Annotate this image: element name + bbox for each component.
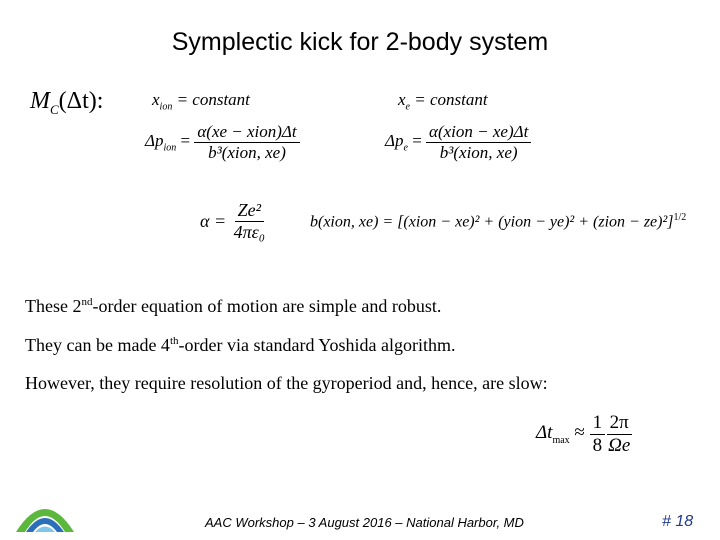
alpha-definition: α = $\frac{\text{Ze²}}{\text{4πε₀}}$ [200, 200, 265, 242]
distance-definition: b(xion, xe) = [(xion − xe)² + (yion − ye)² + (zion − ze)²]$^{1/2}$ [310, 212, 687, 231]
ion-position-equation: $x_{ion}$ = constant [152, 90, 250, 113]
slide-number: # 18 [662, 513, 694, 530]
operator-label: $M_C(\Delta t)$: [30, 88, 104, 117]
slide-footer: AAC Workshop – 3 August 2016 – National Harbor, MD [205, 515, 524, 530]
max-timestep-equation: $\Delta t_{max}$ ≈ $\frac{1}{8}$ $\frac{2\pi}{\Omega e}$ [536, 412, 631, 456]
text-line-gyroperiod: However, they require resolution of the gyroperiod and, hence, are slow: [25, 373, 548, 393]
electron-position-equation: $x_e$ = constant [398, 90, 488, 113]
text-line-yoshida: They can be made 4th-order via standard Yoshida algorithm. [25, 335, 456, 355]
text-line-order: These 2nd-order equation of motion are simple and robust. [25, 296, 442, 316]
slide-title: Symplectic kick for 2-body system [171, 28, 549, 56]
aac-arc-logo-icon [14, 490, 76, 539]
ion-momentum-kick-equation: $\Delta p_{ion}$ = $\frac{\text{α(xe − xion)Δt}}{\text{b³(xion, xe)}}$ [145, 122, 300, 162]
electron-momentum-kick-equation: $\Delta p_e$ = $\frac{\text{α(xion − xe)Δt}}{\text{b³(xion, xe)}}$ [385, 122, 531, 162]
